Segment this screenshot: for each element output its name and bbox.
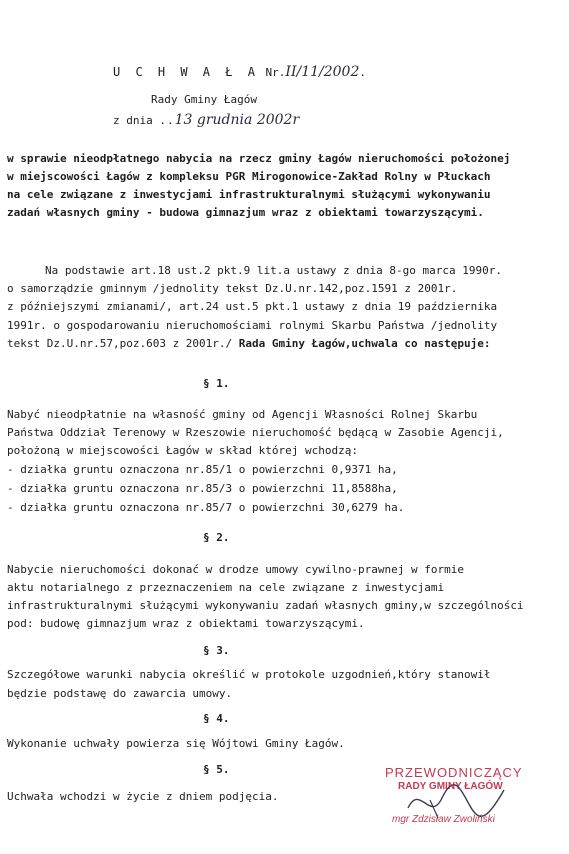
section-1-line: Państwa Oddział Terenowy w Rzeszowie nieruchomość będącą w Zasobie Agencji, [7,426,504,439]
title-number: II/11/2002 [285,64,360,80]
signature-mark [400,778,510,828]
date-prefix: z dnia [113,114,153,127]
section-5-heading: § 5. [203,763,230,776]
section-1-line: położoną w miejscowości Łagów w skład której wchodzą: [7,444,358,457]
preamble-bold: Rada Gminy Łagów,uchwala co następuje: [238,337,491,350]
subject-line: zadań własnych gminy - budowa gimnazjum wraz z obiektami towarzyszącymi. [7,206,484,219]
preamble-tail: tekst Dz.U.nr.57,poz.603 z 2001r./ [7,337,233,350]
subject-line: w miejscowości Łagów z kompleksu PGR Mirogonowice-Zakład Rolny w Płuckach [7,170,491,183]
resolution-title: U C H W A Ł A Nr.II/11/2002. [113,64,367,80]
resolution-date: z dnia ..13 grudnia 2002r [113,112,300,128]
section-2-heading: § 2. [203,531,230,544]
section-2-line: Nabycie nieruchomości dokonać w drodze umowy cywilno-prawnej w formie [7,563,464,576]
section-3-line: będzie podstawę do zawarcia umowy. [7,687,233,700]
council-name: Rady Gminy Łagów [151,93,257,106]
date-value: 13 grudnia 2002r [174,112,300,128]
parcel-item: - działka gruntu oznaczona nr.85/7 o powierzchni 30,6279 ha. [7,501,405,514]
parcel-item: - działka gruntu oznaczona nr.85/1 o powierzchni 0,9371 ha, [7,463,398,476]
preamble-line: 1991r. o gospodarowaniu nieruchomościami rolnymi Skarbu Państwa /jednolity [7,319,498,332]
preamble-line: Na podstawie art.18 ust.2 pkt.9 lit.a ustawy z dnia 8-go marca 1990r. [45,264,502,277]
preamble-line-last [7,337,490,350]
section-3-line: Szczegółowe warunki nabycia określić w protokole uzgodnień,który stanowił [7,668,491,681]
section-4-line: Wykonanie uchwały powierza się Wójtowi Gminy Łagów. [7,737,345,750]
section-1-line: Nabyć nieodpłatnie na własność gminy od Agencji Własności Rolnej Skarbu [7,408,478,421]
subject-line: w sprawie nieodpłatnego nabycia na rzecz gminy Łagów nieruchomości położonej [7,152,511,165]
section-2-line: infrastrukturalnymi służącymi wykonywaniu zadań własnych gminy,w szczególności [7,599,524,612]
section-5-line: Uchwała wchodzi w życie z dniem podjęcia. [7,790,279,803]
title-prefix: U C H W A Ł A [113,65,259,79]
preamble-line: z późniejszymi zmianami/, art.24 ust.5 pkt.1 ustawy z dnia 19 października [7,300,498,313]
section-2-line: aktu notarialnego z przeznaczeniem na cele związane z inwestycjami [7,581,445,594]
section-4-heading: § 4. [203,712,230,725]
stamp-title: PRZEWODNICZĄCY [385,765,523,780]
parcel-item: - działka gruntu oznaczona nr.85/3 o powierzchni 11,8588ha, [7,482,398,495]
section-3-heading: § 3. [203,644,230,657]
stamp-signatory: mgr Zdzisław Zwoliński [392,814,495,825]
section-1-heading: § 1. [203,377,230,390]
subject-line: na cele związane z inwestycjami infrastrukturalnymi służącymi wykonywaniu [7,188,491,201]
stamp-council: RADY GMINY ŁAGÓW [398,781,503,792]
preamble-line: o samorządzie gminnym /jednolity tekst Dz.U.nr.142,poz.1591 z 2001r. [7,282,458,295]
section-2-line: pod: budowę gimnazjum wraz z obiektami towarzyszącymi. [7,617,365,630]
title-nr-label: Nr. [265,66,286,79]
